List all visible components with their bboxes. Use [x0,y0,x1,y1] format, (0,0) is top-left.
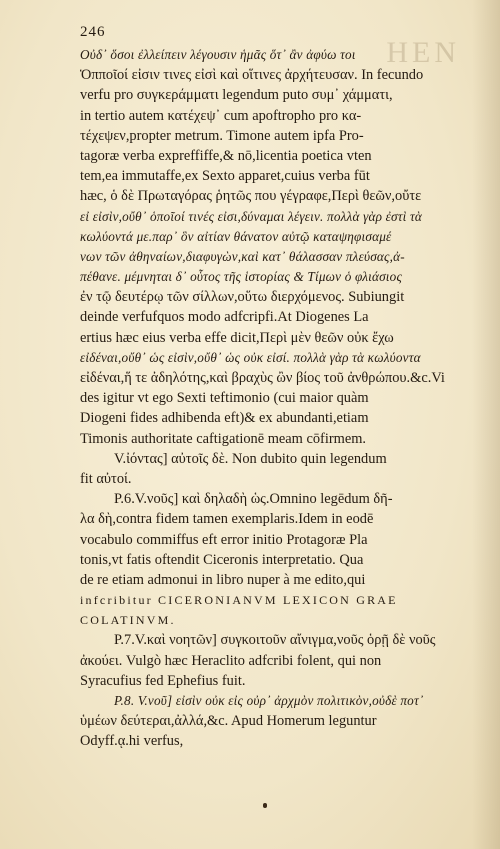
text-line: κωλύοντά με.παρ᾽ ὃν αἰτίαν θάνατον αὐτῷ καταψηφισαμέ [80,228,392,244]
text-line: P.7.V.καὶ νοητῶν] συγκοιτοῦν αἴνιγμα,νοῦς ὁρῇ δὲ νοῦς [114,632,436,649]
text-line: ertius hæc eius verba effe dicit,Περὶ μὲν θεῶν οὐκ ἔχω [80,329,394,346]
text-line: fit αὐτοί. [80,470,132,487]
text-line: Ὁπποῖοί εἰσιν τινες εἰσὶ καὶ οἵτινες ἀρχήτευσαν. In fecundo [80,67,424,84]
text-line: τέχεψεν,propter metrum. Timone autem ipfa Pro- [80,127,364,144]
text-line: Odyff.ᾳ.hi verfus, [80,733,184,750]
text-line: deinde verfufquos modo adfcripfi.At Diogenes La [80,309,369,326]
text-line: tem,ea immutaffe,ex Sexto apparet,cuius verba fūt [80,168,370,185]
text-line: vocabulo commiffus eft error initio Protagoræ Pla [80,531,368,548]
text-line: infcribitur CICERONIANVM LEXICON GRAE [80,593,398,608]
text-line: P.6.V.νοῦς] καὶ δηλαδὴ ὡς.Omnino legēdum δῆ- [114,491,393,508]
text-line: εἰδέναι,ἥ τε ἀδηλότης,καὶ βραχὺς ὢν βίος τοῦ ἀνθρώπου.&c.Vi [80,370,445,386]
text-line: πέθανε. μέμνηται δ᾽ οὗτος τῆς ἱστορίας & Τίμων ὁ φλιάσιος [80,269,403,285]
text-line: in tertio autem κατέχεψ᾽ cum apoftropho pro κα- [80,107,362,124]
text-line: εἰ εἰσὶν,οὔθ᾽ ὁποῖοί τινές εἰσι,δύναμαι λέγειν. πολλὰ γὰρ ἐστὶ τὰ [80,208,423,224]
text-line: tonis,vt fatis oftendit Ciceronis interpretatio. Qua [80,551,364,568]
text-line: des igitur vt ego Sexti teftimonio (cui maior quàm [80,390,369,407]
text-line: Syracufius fed Ephefius fuit. [80,672,246,689]
page-number: 246 [80,24,106,40]
text-line: ἐν τῷ δευτέρῳ τῶν σίλλων,οὕτω διερχόμενος. Subiungit [80,289,405,306]
text-line: Οὐδ᾽ ὅσοι ἐλλείπειν λέγουσιν ἡμᾶς ὅτ᾽ ἂν ἀφύω τοι [80,47,356,62]
text-line: COLATINVM. [80,613,176,628]
text-line: νων τῶν ἀθηναίων,διαφυγὼν,καὶ κατ᾽ θάλασσαν πλεύσας,ἀ- [80,248,405,264]
running-head-bleedthrough: HEN [386,36,460,69]
text-line: tagoræ verba expreffiffe,& nō,licentia poetica vten [80,147,372,164]
text-line: de re etiam admonui in libro nuper à me edito,qui [80,571,366,588]
body-text [80,45,464,752]
text-line: ὑμέων δεύτεραι,ἀλλά,&c. Apud Homerum leguntur [80,713,377,730]
text-line: ἀκούει. Vulgò hæc Heraclito adfcribi folent, qui non [80,652,382,669]
text-line: P.8. V.νοῦ] εἰσὶν οὐκ εἰς οὐρ᾽ ἀρχμὸν πολιτικὸν,οὐδὲ ποτ᾽ [114,693,424,708]
text-line: εἰδέναι,οὔθ᾽ ὡς εἰσὶν,οὔθ᾽ ὡς οὐκ εἰσί. πολλὰ γὰρ τὰ κωλύοντα [80,349,421,365]
text-line: Diogeni fides adhibenda eft)& ex abundanti,etiam [80,410,369,427]
text-line: hæc, ὁ δὲ Πρωταγόρας ῥητῶς που γέγραφε,Περὶ θεῶν,οὔτε [80,188,422,205]
text-line: Timonis authoritate caftigationē meam cōfirmem. [80,430,367,447]
text-line: V.ἰόντας] αὐτοῖς δὲ. Non dubito quin legendum [114,450,387,467]
page-edge-shadow [472,0,500,849]
text-line: λα δὴ,contra fidem tamen exemplaris.Idem in eodē [80,511,374,528]
text-line: verfu pro συγκεράμματι legendum puto συμ᾽ χάμματι, [80,87,393,104]
ink-mark [263,803,267,808]
